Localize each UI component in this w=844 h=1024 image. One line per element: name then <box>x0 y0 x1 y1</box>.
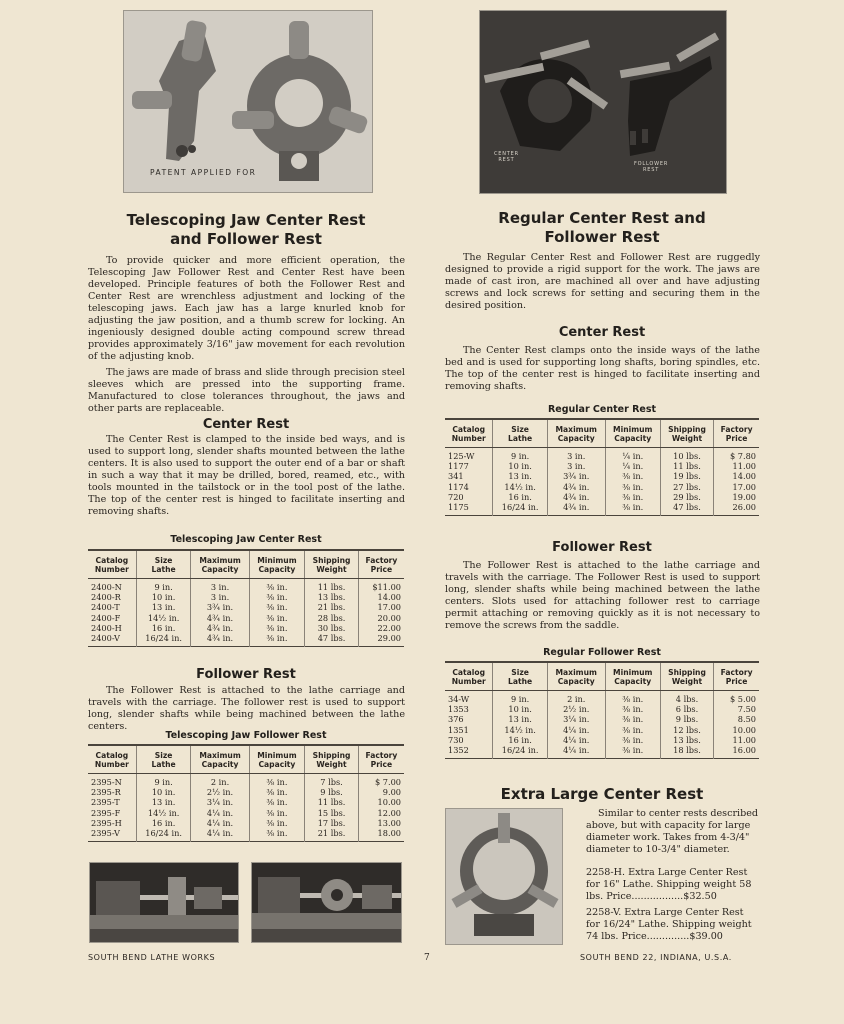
reg-center-text <box>445 345 760 393</box>
reg-follower-table-title: Regular Follower Rest <box>543 647 661 658</box>
table-cell-price: 7.50 <box>714 704 759 714</box>
table-cell-maxcap: 4¾ in. <box>191 613 249 623</box>
column-header-weight: Shipping Weight <box>660 662 713 691</box>
lathe-follower-photo <box>89 862 239 943</box>
lathe-center-illustration <box>252 863 401 942</box>
table-cell-weight: 29 lbs. <box>660 492 713 502</box>
table-header-row <box>88 550 404 579</box>
column-header-size: Size Lathe <box>493 662 547 691</box>
tj-intro-paragraph-2: The jaws are made of brass and slide through precision steel sleeves which are pressed into the supporting frame. Manufactured to close tolerances throughout, the jaws and other parts are replaceable. <box>88 367 405 414</box>
lathe-center-photo <box>251 862 402 943</box>
table-cell-catalog: 2395-V <box>91 828 120 839</box>
column-header-price: Factory Price <box>358 550 404 579</box>
table-cell-weight: 11 lbs. <box>305 797 359 807</box>
table-cell-catalog: 2395-F <box>91 807 121 818</box>
table-cell-catalog: 341 <box>448 471 464 482</box>
table-row <box>88 808 404 818</box>
table-cell-size: 13 in. <box>493 714 547 724</box>
table-cell-price: 19.00 <box>714 492 759 502</box>
table-cell-catalog: 1174 <box>448 481 469 492</box>
column-header-size: Size Lathe <box>136 550 191 579</box>
table-cell-size: 10 in. <box>136 592 191 602</box>
table-cell-maxcap: 3 in. <box>547 448 605 462</box>
reg-intro <box>445 252 760 312</box>
table-cell-mincap: ⅜ in. <box>605 714 660 724</box>
table-row <box>88 797 404 807</box>
table-row <box>88 787 404 797</box>
reg-center-table <box>445 418 759 516</box>
tj-center-paragraph: The Center Rest is clamped to the inside bed ways, and is used to support long, slender shafts mounted between the lathe centers. It is also used to support the outer end of a bar or shaft in such a way that it may be drilled, bored, reamed, etc., with tools mounted in the tailstock or in the tool post of the lathe. The top of the center rest is hinged to facilitate inserting and removing shafts. <box>88 434 405 517</box>
table-cell-mincap: ⅜ in. <box>249 787 305 797</box>
table-cell-weight: 9 lbs. <box>660 714 713 724</box>
xl-description: Similar to center rests described above, but with capacity for large diameter work. Takes from 4-3/4" diameter to 10-3/4" diameter. <box>586 808 759 855</box>
table-row <box>445 502 759 516</box>
table-cell-catalog: 2400-R <box>91 592 121 603</box>
column-header-catalog: Catalog Number <box>88 550 136 579</box>
reg-center-table-title: Regular Center Rest <box>547 404 657 415</box>
reg-title <box>446 209 758 247</box>
table-cell-price: 11.00 <box>714 461 759 471</box>
column-header-mincap: Minimum Capacity <box>249 745 305 774</box>
table-cell-mincap: ⅜ in. <box>605 471 660 481</box>
table-cell-size: 14½ in. <box>136 613 191 623</box>
table-row <box>445 725 759 735</box>
column-header-mincap: Minimum Capacity <box>605 662 660 691</box>
table-cell-size: 13 in. <box>136 797 191 807</box>
table-cell-mincap: ⅜ in. <box>605 745 660 759</box>
table-cell-price: 11.00 <box>714 735 759 745</box>
table-cell-weight: 21 lbs. <box>305 828 359 842</box>
table-row <box>88 579 404 593</box>
tj-follower-table-title: Telescoping Jaw Follower Rest <box>165 730 327 741</box>
table-cell-size: 10 in. <box>136 787 191 797</box>
tj-center-heading: Center Rest <box>202 417 290 432</box>
table-cell-weight: 9 lbs. <box>305 787 359 797</box>
table-cell-maxcap: 4¼ in. <box>191 828 249 842</box>
reg-follower-heading: Follower Rest <box>552 540 652 555</box>
table-cell-size: 13 in. <box>136 602 191 612</box>
table-cell-size: 16 in. <box>493 735 547 745</box>
column-header-price: Factory Price <box>358 745 404 774</box>
table-row <box>445 461 759 471</box>
table-cell-price: 8.50 <box>714 714 759 724</box>
table-cell-mincap: ¼ in. <box>605 461 660 471</box>
table-cell-weight: 47 lbs. <box>660 502 713 516</box>
table-cell-mincap: ⅜ in. <box>249 633 305 647</box>
table-row <box>88 774 404 788</box>
table-cell-maxcap: 4¾ in. <box>191 633 249 647</box>
table-cell-maxcap: 2 in. <box>547 691 605 705</box>
table-cell-price: 17.00 <box>714 482 759 492</box>
tj-title-line2: and Follower Rest <box>170 230 322 248</box>
table-cell-catalog: 34-W <box>448 694 470 704</box>
table-row <box>445 704 759 714</box>
table-cell-catalog: 2395-H <box>91 817 122 828</box>
table-cell-price: 26.00 <box>714 502 759 516</box>
table-cell-weight: 12 lbs. <box>660 725 713 735</box>
table-row <box>88 623 404 633</box>
table-cell-mincap: ⅜ in. <box>605 704 660 714</box>
table-cell-size: 14½ in. <box>136 808 191 818</box>
center-rest-caption: CENTER REST <box>494 151 519 163</box>
table-cell-size: 9 in. <box>136 774 191 788</box>
table-cell-maxcap: 4¼ in. <box>547 735 605 745</box>
column-header-catalog: Catalog Number <box>445 662 493 691</box>
xl-center-rest-illustration <box>446 809 562 944</box>
column-header-maxcap: Maximum Capacity <box>547 419 605 448</box>
table-cell-size: 16/24 in. <box>136 633 191 647</box>
tj-intro-paragraph-1: To provide quicker and more efficient operation, the Telescoping Jaw Follower Rest and Center Rest have been developed. Principle features of both the Follower Rest and Center Rest are wrenchless adjustment and locking of the telescoping jaws. Each jaw has a large knurled knob for adjusting the jaw position, and a thumb screw for locking. An ingeniously designed double acting compound screw thread provides approximately 3/16" jaw movement for each revolution of the adjusting knob. <box>88 255 405 362</box>
table-cell-maxcap: 3 in. <box>191 592 249 602</box>
regular-rest-illustration <box>480 11 726 193</box>
table-row <box>445 691 759 705</box>
reg-intro-paragraph: The Regular Center Rest and Follower Rest are ruggedly designed to provide a rigid support for the work. The jaws are made of cast iron, are machined all over and have adjusting screws and lock screws for setting and securing them in the desired position. <box>445 252 760 311</box>
table-cell-weight: 7 lbs. <box>305 774 359 788</box>
table-row <box>445 448 759 462</box>
table-cell-price: 17.00 <box>358 602 404 612</box>
xl-item-2258-v-line3: 74 lbs. Price..............$39.00 <box>586 931 723 942</box>
xl-item-2258-h <box>586 867 766 903</box>
column-header-size: Size Lathe <box>493 419 547 448</box>
reg-title-line1: Regular Center Rest and <box>498 209 706 227</box>
footer-company: SOUTH BEND LATHE WORKS <box>88 953 216 962</box>
table-row <box>445 492 759 502</box>
table-cell-price: 10.00 <box>358 797 404 807</box>
table-cell-mincap: ⅜ in. <box>605 725 660 735</box>
table-cell-price: 12.00 <box>358 808 404 818</box>
xl-item-2258-v-line2: for 16/24" Lathe. Shipping weight <box>586 919 752 930</box>
table-cell-size: 9 in. <box>136 579 191 593</box>
table-cell-weight: 47 lbs. <box>305 633 359 647</box>
table-cell-price: $ 7.80 <box>714 448 759 462</box>
xl-item-2258-v-line1: 2258-V. Extra Large Center Rest <box>586 907 744 918</box>
table-cell-size: 13 in. <box>493 471 547 481</box>
table-row <box>445 471 759 481</box>
xl-item-2258-h-line1: 2258-H. Extra Large Center Rest <box>586 867 748 878</box>
table-cell-mincap: ⅜ in. <box>249 623 305 633</box>
table-row <box>88 818 404 828</box>
table-cell-catalog: 2400-N <box>91 582 122 592</box>
table-cell-price: 10.00 <box>714 725 759 735</box>
xl-center-rest-photo <box>445 808 563 945</box>
table-cell-size: 9 in. <box>493 448 547 462</box>
table-cell-maxcap: 3¾ in. <box>547 471 605 481</box>
table-cell-maxcap: 4¼ in. <box>191 818 249 828</box>
xl-heading: Extra Large Center Rest <box>500 785 704 803</box>
table-row <box>88 828 404 842</box>
reg-title-line2: Follower Rest <box>544 228 660 246</box>
regular-rest-photo <box>479 10 727 194</box>
table-cell-weight: 27 lbs. <box>660 482 713 492</box>
table-cell-price: 20.00 <box>358 613 404 623</box>
table-cell-price: $11.00 <box>358 579 404 593</box>
table-header-row <box>445 662 759 691</box>
table-cell-weight: 11 lbs. <box>305 579 359 593</box>
table-cell-mincap: ⅜ in. <box>249 579 305 593</box>
column-header-catalog: Catalog Number <box>445 419 493 448</box>
table-cell-maxcap: 3¼ in. <box>547 714 605 724</box>
table-cell-catalog: 1351 <box>448 724 469 735</box>
column-header-maxcap: Maximum Capacity <box>191 745 249 774</box>
table-cell-weight: 15 lbs. <box>305 808 359 818</box>
reg-center-heading: Center Rest <box>558 325 646 340</box>
reg-follower-paragraph: The Follower Rest is attached to the lathe carriage and travels with the carriage. The Follower Rest is used to support long, slender shafts while being machined between the lathe centers. Slots used for attaching follower rest to carriage permit attaching or removing quickly as it is not necessary to remove the screws from the saddle. <box>445 560 760 631</box>
table-cell-catalog: 125-W <box>448 451 475 461</box>
table-cell-catalog: 376 <box>448 714 464 725</box>
table-cell-weight: 4 lbs. <box>660 691 713 705</box>
column-header-maxcap: Maximum Capacity <box>547 662 605 691</box>
xl-item-2258-v <box>586 907 766 943</box>
table-cell-maxcap: 3¼ in. <box>191 797 249 807</box>
table-cell-mincap: ⅜ in. <box>249 592 305 602</box>
table-cell-mincap: ⅜ in. <box>249 602 305 612</box>
table-cell-catalog: 2400-V <box>91 633 120 644</box>
column-header-weight: Shipping Weight <box>305 745 359 774</box>
table-cell-maxcap: 3 in. <box>191 579 249 593</box>
footer-address: SOUTH BEND 22, INDIANA, U.S.A. <box>580 953 732 962</box>
tj-center-text <box>88 434 405 518</box>
reg-center-paragraph: The Center Rest clamps onto the inside ways of the lathe bed and is used for supporting long shafts, boring spindles, etc. The top of the center rest is hinged to facilitate inserting and removing shafts. <box>445 345 760 392</box>
table-cell-catalog: 730 <box>448 734 464 745</box>
table-cell-size: 9 in. <box>493 691 547 705</box>
tj-follower-paragraph: The Follower Rest is attached to the lathe carriage and travels with the carriage. The follower rest is used to support long, slender shafts while being machined between the lathe centers. <box>88 685 405 732</box>
table-row <box>445 482 759 492</box>
page-number: 7 <box>424 953 431 963</box>
telescoping-rest-illustration <box>124 11 372 192</box>
table-cell-size: 16 in. <box>136 818 191 828</box>
telescoping-rest-photo <box>123 10 373 193</box>
table-cell-weight: 19 lbs. <box>660 471 713 481</box>
table-cell-maxcap: 3¾ in. <box>191 602 249 612</box>
table-cell-catalog: 2400-T <box>91 602 120 613</box>
table-cell-price: $ 5.00 <box>714 691 759 705</box>
table-cell-weight: 28 lbs. <box>305 613 359 623</box>
column-header-size: Size Lathe <box>136 745 191 774</box>
table-cell-size: 14½ in. <box>493 482 547 492</box>
table-row <box>445 735 759 745</box>
tj-follower-text <box>88 685 405 733</box>
table-cell-price: $ 7.00 <box>358 774 404 788</box>
table-cell-mincap: ⅜ in. <box>249 797 305 807</box>
column-header-maxcap: Maximum Capacity <box>191 550 249 579</box>
table-cell-mincap: ⅜ in. <box>605 502 660 516</box>
lathe-follower-illustration <box>90 863 238 942</box>
table-cell-mincap: ⅜ in. <box>249 613 305 623</box>
table-cell-weight: 13 lbs. <box>305 592 359 602</box>
follower-rest-caption: FOLLOWER REST <box>634 161 669 173</box>
table-cell-maxcap: 4¾ in. <box>547 492 605 502</box>
table-cell-maxcap: 4¾ in. <box>191 623 249 633</box>
table-cell-size: 16 in. <box>493 492 547 502</box>
table-cell-price: 22.00 <box>358 623 404 633</box>
table-cell-mincap: ⅜ in. <box>249 818 305 828</box>
table-cell-mincap: ⅜ in. <box>605 735 660 745</box>
table-row <box>88 602 404 612</box>
table-cell-size: 16/24 in. <box>493 745 547 759</box>
tj-intro <box>88 255 405 415</box>
table-row <box>445 745 759 759</box>
table-cell-catalog: 2400-H <box>91 622 122 633</box>
table-cell-maxcap: 3 in. <box>547 461 605 471</box>
table-cell-maxcap: 4¼ in. <box>547 725 605 735</box>
table-cell-price: 13.00 <box>358 818 404 828</box>
table-cell-size: 10 in. <box>493 461 547 471</box>
table-cell-price: 16.00 <box>714 745 759 759</box>
table-header-row <box>445 419 759 448</box>
table-cell-maxcap: 2½ in. <box>191 787 249 797</box>
table-cell-mincap: ¼ in. <box>605 448 660 462</box>
patent-caption: PATENT APPLIED FOR <box>150 168 257 177</box>
tj-title <box>90 211 402 249</box>
tj-follower-table <box>88 744 404 842</box>
table-cell-mincap: ⅜ in. <box>605 482 660 492</box>
table-cell-mincap: ⅜ in. <box>249 828 305 842</box>
table-cell-size: 16 in. <box>136 623 191 633</box>
table-cell-catalog: 2395-R <box>91 787 121 798</box>
table-cell-weight: 13 lbs. <box>660 735 713 745</box>
table-cell-weight: 17 lbs. <box>305 818 359 828</box>
xl-item-2258-h-line3: lbs. Price.................$32.50 <box>586 891 717 902</box>
table-cell-maxcap: 4¾ in. <box>547 482 605 492</box>
table-cell-size: 16/24 in. <box>136 828 191 842</box>
table-cell-catalog: 1353 <box>448 704 469 715</box>
tj-center-table-title: Telescoping Jaw Center Rest <box>170 534 322 545</box>
tj-follower-heading: Follower Rest <box>196 667 296 682</box>
table-cell-catalog: 1177 <box>448 461 469 472</box>
table-cell-mincap: ⅜ in. <box>605 492 660 502</box>
table-header-row <box>88 745 404 774</box>
column-header-mincap: Minimum Capacity <box>249 550 305 579</box>
table-cell-maxcap: 2 in. <box>191 774 249 788</box>
column-header-weight: Shipping Weight <box>305 550 359 579</box>
table-cell-catalog: 1175 <box>448 502 469 513</box>
table-cell-price: 14.00 <box>714 471 759 481</box>
column-header-price: Factory Price <box>714 419 759 448</box>
table-cell-catalog: 2395-T <box>91 797 120 808</box>
table-cell-maxcap: 4¾ in. <box>547 502 605 516</box>
tj-center-table <box>88 549 404 647</box>
reg-follower-text <box>445 560 760 632</box>
reg-follower-table <box>445 661 759 759</box>
column-header-weight: Shipping Weight <box>660 419 713 448</box>
table-cell-catalog: 2400-F <box>91 612 121 623</box>
table-cell-price: 9.00 <box>358 787 404 797</box>
table-row <box>88 592 404 602</box>
column-header-price: Factory Price <box>714 662 759 691</box>
table-cell-catalog: 2395-N <box>91 777 122 787</box>
xl-item-2258-h-line2: for 16" Lathe. Shipping weight 58 <box>586 879 752 890</box>
table-row <box>88 613 404 623</box>
table-cell-size: 16/24 in. <box>493 502 547 516</box>
table-cell-mincap: ⅜ in. <box>249 774 305 788</box>
table-row <box>88 633 404 647</box>
table-cell-mincap: ⅜ in. <box>605 691 660 705</box>
table-cell-size: 10 in. <box>493 704 547 714</box>
column-header-catalog: Catalog Number <box>88 745 136 774</box>
table-cell-weight: 6 lbs. <box>660 704 713 714</box>
table-cell-price: 14.00 <box>358 592 404 602</box>
table-cell-weight: 30 lbs. <box>305 623 359 633</box>
table-cell-weight: 18 lbs. <box>660 745 713 759</box>
table-cell-maxcap: 4¼ in. <box>191 808 249 818</box>
table-cell-catalog: 1352 <box>448 745 469 756</box>
table-row <box>445 714 759 724</box>
table-cell-catalog: 720 <box>448 491 464 502</box>
table-cell-weight: 10 lbs. <box>660 448 713 462</box>
column-header-mincap: Minimum Capacity <box>605 419 660 448</box>
table-cell-maxcap: 2½ in. <box>547 704 605 714</box>
table-cell-mincap: ⅜ in. <box>249 808 305 818</box>
table-cell-price: 29.00 <box>358 633 404 647</box>
table-cell-size: 14½ in. <box>493 725 547 735</box>
table-cell-weight: 21 lbs. <box>305 602 359 612</box>
table-cell-maxcap: 4¼ in. <box>547 745 605 759</box>
table-cell-price: 18.00 <box>358 828 404 842</box>
table-cell-weight: 11 lbs. <box>660 461 713 471</box>
tj-title-line1: Telescoping Jaw Center Rest <box>126 211 366 229</box>
